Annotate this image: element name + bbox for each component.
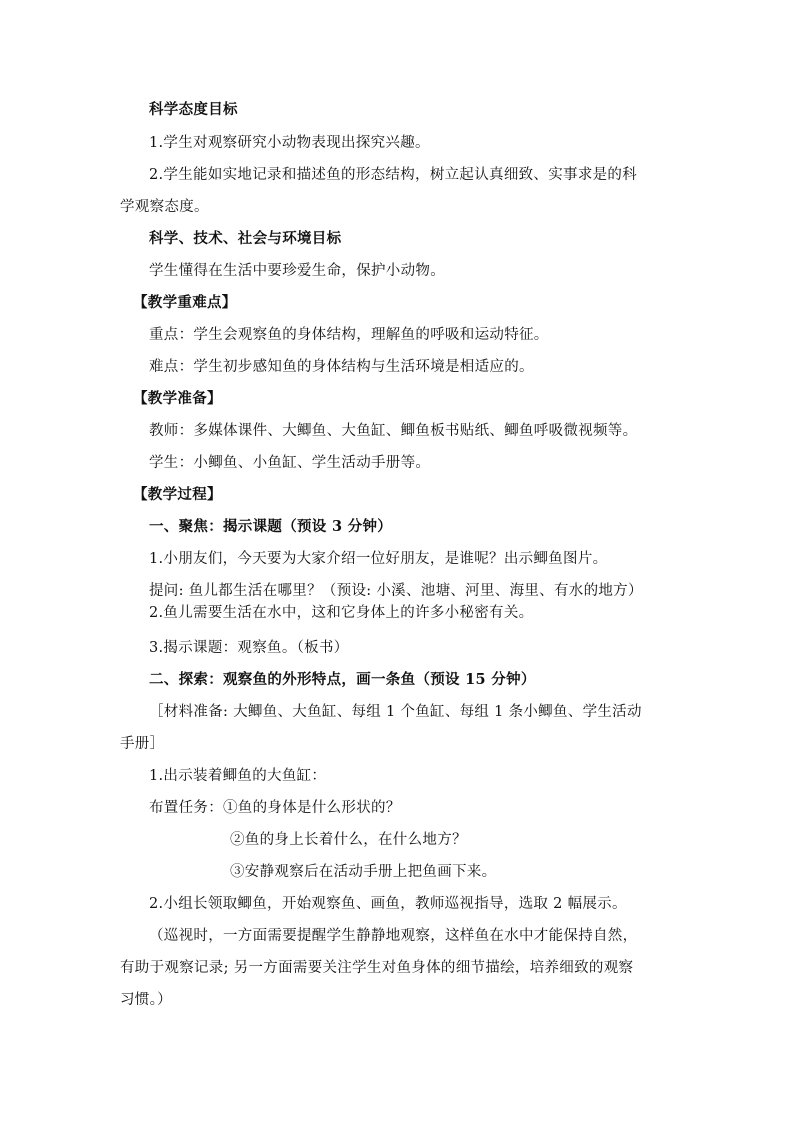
paragraph-line: 提问: 鱼儿都生活在哪里？（预设: 小溪、池塘、河里、海里、有水的地方） [149,583,643,599]
heading-science-attitude: 科学态度目标 [149,101,238,118]
paragraph-line: 3.揭示课题：观察鱼。（板书） [149,640,349,656]
paragraph-line: 学生：小鲫鱼、小鱼缸、学生活动手册等。 [149,455,431,471]
paragraph-line: 难点：学生初步感知鱼的身体结构与生活环境是相适应的。 [149,359,534,375]
paragraph-line: ③安静观察后在活动手册上把鱼画下来。 [230,864,497,880]
heading-key-difficult-points: 【教学重难点】 [133,294,237,311]
section-heading-focus: 一、聚焦：揭示课题（预设 3 分钟） [149,518,393,535]
paragraph-line: 习惯。） [120,992,172,1008]
paragraph-line: 重点：学生会观察鱼的身体结构，理解鱼的呼吸和运动特征。 [149,327,549,343]
paragraph-line: （巡视时，一方面需要提醒学生静静地观察，这样鱼在水中才能保持自然， [149,928,638,944]
paragraph-line: 手册］ [120,736,165,752]
section-heading-explore: 二、探索：观察鱼的外形特点，画一条鱼（预设 15 分钟） [149,671,536,688]
paragraph-line: 2.小组长领取鲫鱼，开始观察鱼、画鱼，教师巡视指导，选取 2 幅展示。 [149,896,627,912]
paragraph-line: 2.鱼儿需要生活在水中，这和它身体上的许多小秘密有关。 [149,605,534,621]
paragraph-line: 1.学生对观察研究小动物表现出探究兴趣。 [149,135,430,151]
paragraph-line: 1.出示装着鲫鱼的大鱼缸： [149,768,327,784]
paragraph-line: 教师：多媒体课件、大鲫鱼、大鱼缸、鲫鱼板书贴纸、鲫鱼呼吸微视频等。 [149,423,638,439]
paragraph-line: ②鱼的身上长着什么，在什么地方？ [230,832,467,848]
heading-sts-goal: 科学、技术、社会与环境目标 [149,230,342,247]
paragraph-line: 有助于观察记录; 另一方面需要关注学生对鱼身体的细节描绘，培养细致的观察 [120,960,634,976]
heading-preparation: 【教学准备】 [133,390,222,407]
heading-teaching-process: 【教学过程】 [133,486,222,503]
paragraph-line: 布置任务：①鱼的身体是什么形状的？ [149,800,401,816]
paragraph-line: 1.小朋友们，今天要为大家介绍一位好朋友，是谁呢？出示鲫鱼图片。 [149,551,608,567]
paragraph-line: 2.学生能如实地记录和描述鱼的形态结构，树立起认真细致、实事求是的科 [149,167,638,183]
paragraph-line: 学观察态度。 [120,199,209,215]
paragraph-line: ［材料准备: 大鲫鱼、大鱼缸、每组 1 个鱼缸、每组 1 条小鲫鱼、学生活动 [149,704,642,720]
paragraph-line: 学生懂得在生活中要珍爱生命，保护小动物。 [149,263,445,279]
